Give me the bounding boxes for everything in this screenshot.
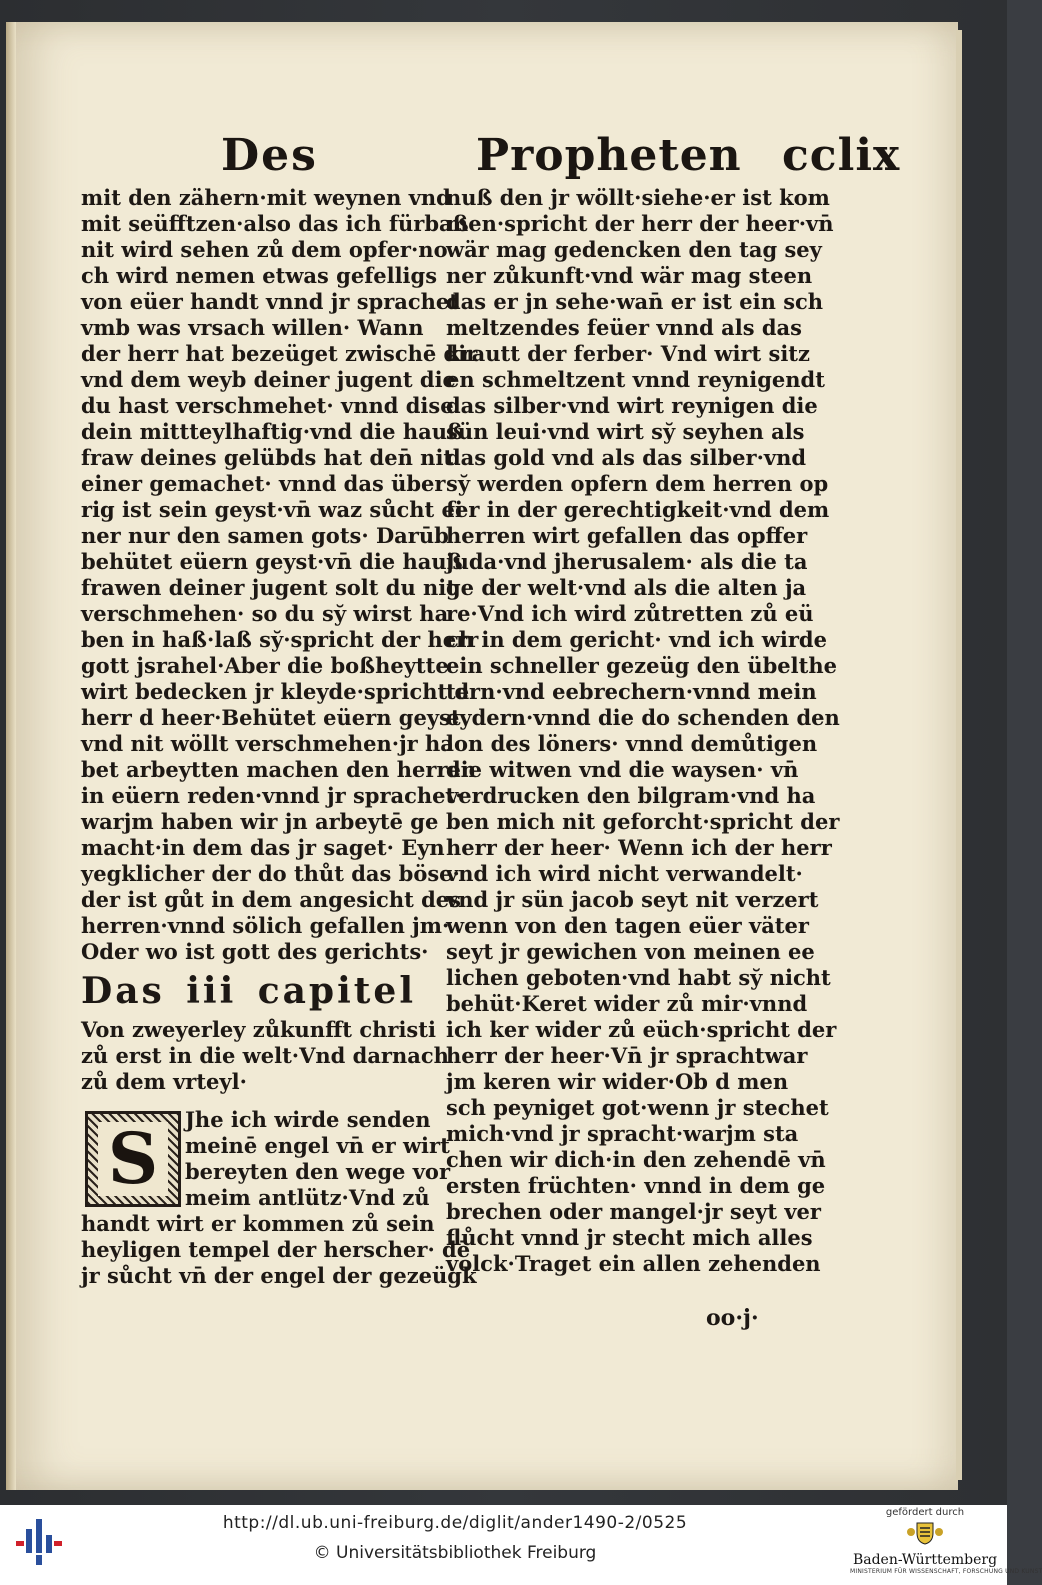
text-line: tern·vnd eebrechern·vnnd mein	[446, 679, 817, 704]
text-line: volck·Traget ein allen zehenden	[446, 1251, 821, 1276]
text-line: macht·in dem das jr saget· Eyn	[81, 835, 445, 860]
sponsor-label: gefördert durch	[885, 1507, 965, 1518]
text-line: vnd ich wird nicht verwandelt·	[446, 861, 803, 886]
text-line: einer gemachet· vnnd das über	[81, 471, 446, 496]
header-right	[476, 130, 900, 181]
chapter-heading-word: Das	[81, 970, 165, 1012]
text-line: die witwen vnd die waysen· vn̄	[446, 757, 799, 782]
text-line: ch in dem gericht· vnd ich wirde	[446, 627, 827, 652]
left-column	[81, 185, 479, 1289]
text-line: fer in der gerechtigkeit·vnd dem	[446, 497, 830, 522]
text-line: eydern·vnnd die do schenden den	[446, 705, 840, 730]
text-line: verdrucken den bilgram·vnd ha	[446, 783, 816, 808]
text-line: brechen oder mangel·jr seyt ver	[446, 1199, 821, 1224]
text-line: sy̆ werden opfern dem herren op	[446, 471, 829, 496]
text-line: das er jn sehe·wan̄ er ist ein sch	[446, 289, 824, 314]
page-edge	[956, 30, 962, 1480]
running-header	[6, 120, 958, 190]
text-line: jr sůcht vn̄ der engel der gezeügk	[81, 1263, 477, 1288]
text-line: Oder wo ist gott des gerichts·	[81, 939, 429, 964]
text-line: ge der welt·vnd als die alten ja	[446, 575, 807, 600]
text-line: handt wirt er kommen zů sein	[81, 1211, 435, 1236]
text-line: von eüer handt vnnd jr sprachet	[81, 289, 459, 314]
text-line: meinē engel vn̄ er wirt	[185, 1133, 450, 1158]
text-line: ch wird nemen etwas gefelligs	[81, 263, 438, 288]
text-line: behütet eüern geyst·vn̄ die hauß	[81, 549, 463, 574]
text-line: ben in haß·laß sy̆·spricht der herr	[81, 627, 479, 652]
text-line: herr der heer· Wenn ich der herr	[446, 835, 832, 860]
text-line: herren wirt gefallen das opffer	[446, 523, 808, 548]
text-line: mich·vnd jr spracht·warjm sta	[446, 1121, 799, 1146]
text-line: sch peyniget got·wenn jr stechet	[446, 1095, 829, 1120]
text-line: juda·vnd jherusalem· als die ta	[446, 549, 808, 574]
initial-lines	[185, 1107, 450, 1211]
chapter-heading-word: capitel	[257, 970, 416, 1012]
text-line: herr der heer·Vn̄ jr sprachtwar	[446, 1043, 808, 1068]
header-right-title: Propheten	[476, 130, 742, 181]
text-line: ben mich nit geforcht·spricht der	[446, 809, 840, 834]
coat-of-arms-icon	[905, 1520, 945, 1546]
text-line: jm keren wir wider·Ob d men	[446, 1069, 789, 1094]
document-url[interactable]: http://dl.ub.uni-freiburg.de/diglit/ander1490-2/0525	[222, 1513, 688, 1533]
text-line: ner nur den samen gots· Darūb	[81, 523, 449, 548]
text-line: fraw deines gelübds hat den̄ nit	[81, 445, 454, 470]
header-left: Des	[221, 130, 318, 181]
text-line: nuß den jr wöllt·siehe·er ist kom	[446, 185, 830, 210]
initial-letter: S	[98, 1122, 169, 1196]
copyright-notice: © Universitätsbibliothek Freiburg	[313, 1543, 597, 1563]
text-line: nit wird sehen zů dem opfer·no	[81, 237, 448, 262]
text-line: ich ker wider zů eüch·spricht der	[446, 1017, 837, 1042]
text-line: behüt·Keret wider zů mir·vnnd	[446, 991, 808, 1016]
initial-block	[81, 1107, 451, 1211]
text-line: bet arbeytten machen den herren	[81, 757, 477, 782]
text-line: mit seüfftzen·also das ich fürbaß	[81, 211, 469, 236]
text-line: wirt bedecken jr kleyde·spricht d	[81, 679, 470, 704]
text-line: meltzendes feüer vnnd als das	[446, 315, 802, 340]
page-gutter	[6, 22, 16, 1490]
text-line: krautt der ferber· Vnd wirt sitz	[446, 341, 810, 366]
text-line: ner zůkunft·vnd wär mag steen	[446, 263, 813, 288]
decorated-initial	[85, 1111, 181, 1207]
text-line: in eüern reden·vnnd jr sprachet·	[81, 783, 463, 808]
text-line: frawen deiner jugent solt du nit	[81, 575, 456, 600]
text-line: verschmehen· so du sy̆ wirst ha	[81, 601, 449, 626]
text-line: bereyten den wege vor	[185, 1159, 451, 1184]
text-line: lon des löners· vnnd demůtigen	[446, 731, 818, 756]
sponsor-ministry: MINISTERIUM FÜR WISSENSCHAFT, FORSCHUNG UND KUNST	[850, 1568, 1042, 1575]
text-line: men·spricht der herr der heer·vn̄	[446, 211, 834, 236]
text-line: herr d heer·Behütet eüern geyst	[81, 705, 461, 730]
text-line: dein mittteylhaftig·vnd die hauß	[81, 419, 463, 444]
text-line: seyt jr gewichen von meinen ee	[446, 939, 815, 964]
text-line: en schmeltzent vnnd reynigendt	[446, 367, 825, 392]
text-line: du hast verschmehet· vnnd dise	[81, 393, 454, 418]
text-line: re·Vnd ich wird zůtretten zů eü	[446, 601, 814, 626]
sponsor-name: Baden-Württemberg	[852, 1552, 998, 1568]
text-line: chen wir dich·in den zehendē vn̄	[446, 1147, 826, 1172]
chapter-heading-word: iii	[186, 970, 237, 1012]
text-line: vnd nit wöllt verschmehen·jr ha	[81, 731, 454, 756]
text-line: wär mag gedencken den tag sey	[446, 237, 822, 262]
text-line: der ist gůt in dem angesicht des	[81, 887, 461, 912]
text-line: mit den zähern·mit weynen vnd	[81, 185, 451, 210]
chapter-summary-line: zů dem vrteyl·	[81, 1069, 247, 1094]
text-line: das gold vnd als das silber·vnd	[446, 445, 807, 470]
text-line: Jhe ich wirde senden	[185, 1107, 431, 1132]
chapter-heading	[81, 969, 416, 1013]
text-line: yegklicher der do thůt das böse·	[81, 861, 460, 886]
chapter-summary-line: zů erst in die welt·Vnd darnach	[81, 1043, 449, 1068]
text-line: ein schneller gezeüg den übelthe	[446, 653, 837, 678]
folio-number: cclix	[782, 130, 901, 181]
text-line: sün leui·vnd wirt sy̆ seyhen als	[446, 419, 805, 444]
footer-bar	[0, 1505, 1042, 1585]
text-line: ersten früchten· vnnd in dem ge	[446, 1173, 826, 1198]
chapter-summary-line: Von zweyerley zůkunfft christi	[81, 1017, 436, 1042]
text-line: gott jsrahel·Aber die boßheytte	[81, 653, 449, 678]
text-line: warjm haben wir jn arbeytē ge	[81, 809, 439, 834]
text-line: rig ist sein geyst·vn̄ waz sůcht ei	[81, 497, 463, 522]
signature-mark: oo·j·	[706, 1305, 759, 1331]
text-line: flůcht vnnd jr stecht mich alles	[446, 1225, 813, 1250]
text-line: vnd jr sün jacob seyt nit verzert	[446, 887, 819, 912]
text-line: wenn von den tagen eüer väter	[446, 913, 809, 938]
text-line: heyligen tempel der herscher· dē	[81, 1237, 471, 1262]
text-line: meim antlütz·Vnd zů	[185, 1185, 430, 1210]
text-line: das silber·vnd wirt reynigen die	[446, 393, 818, 418]
text-line: herren·vnnd sölich gefallen jm·	[81, 913, 450, 938]
text-line: lichen geboten·vnd habt sy̆ nicht	[446, 965, 831, 990]
sponsor-block	[850, 1507, 1042, 1575]
text-line: vnd dem weyb deiner jugent die	[81, 367, 456, 392]
text-line: der herr hat bezeüget zwischē dir	[81, 341, 478, 366]
book-page	[6, 22, 958, 1490]
right-column	[446, 185, 840, 1277]
text-line: vmb was vrsach willen· Wann	[81, 315, 424, 340]
